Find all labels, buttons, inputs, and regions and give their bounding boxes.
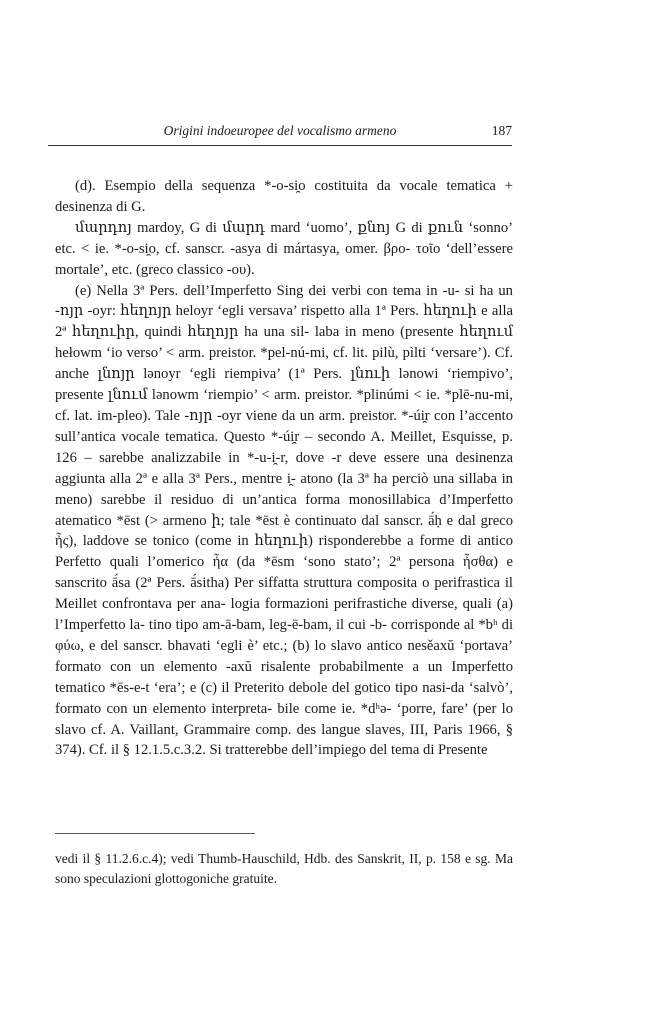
footnote-line-1: vedi il § 11.2.6.c.4); vedi Thumb-Hauschild, Hdb. des Sanskrit, II, p. <box>55 851 437 866</box>
header-rule <box>48 145 512 146</box>
paragraph-d-line-2: tematica + desinenza di G. <box>55 178 513 215</box>
paragraph-d-example-line-3: τοῖο ‘dell’essere mortale’, etc. (greco classico -ου). <box>55 240 513 278</box>
footnote-line-2: 158 e sg. Ma sono speculazioni glottogoniche gratuite. <box>55 851 513 886</box>
paragraph-e-line-6: ‘egli riempiva’ (1ª Pers. լնուի lənowi ‘riempivo’, presente լնում <box>55 366 513 404</box>
paragraph-e-line-11: deve essere una desinenza aggiunta alla 2ª e alla 3ª Pers., mentre <box>55 449 514 487</box>
paragraph-e-line-9: l’accento sull’antica vocale tematica. Questo *-úi̯r – secondo A. <box>55 407 513 445</box>
paragraph-d-example <box>55 218 513 281</box>
paragraph-e-line-3: alla 1ª Pers. հեղուի e alla 2ª հեղուիր, quindi հեղոյր ha una sil- <box>55 303 513 341</box>
paragraph-e-line-17: persona ἦσθα) e sanscrito ā́sa (2ª Pers. ā́sitha) Per siffatta <box>55 554 513 592</box>
page-number: 187 <box>491 123 512 138</box>
paragraph-e-line-22: ‘portava’ formato con un elemento -axŭ risalente probabilmente <box>55 637 513 675</box>
running-title: Origini indoeuropee del vocalismo armeno <box>163 123 397 138</box>
paragraph-e-line-14: armeno ի; tale *ēst è continuato dal sanscr. ā́ḥ e dal greco ἦς), <box>55 512 513 550</box>
paragraph-e-line-20: tino tipo am-ā-bam, leg-ē-bam, il cui -b- corrisponde al *bʰ di <box>148 617 513 634</box>
paragraph-e-line-13: di un’antica forma monosillabica d’Imperfetto atematico *ēst (> <box>55 491 513 529</box>
footnote <box>55 849 513 888</box>
paragraph-e-line-2: in -u- si ha un -ոյր -oyr: հեղոյր heloyr ‘egli versava’ rispetto <box>55 282 513 320</box>
paragraph-e-line-23: a un Imperfetto tematico *ēs-e-t ‘era’; e (c) il Preterito debole del <box>55 658 513 696</box>
paragraph-d-example-line-1: մարդոյ mardoy, G di մարդ mard ‘uomo’, քնոյ G di քուն <box>75 219 464 236</box>
paragraph-e-line-4: laba in meno (presente հեղում hełowm ‘io verso’ < arm. preistor. <box>55 324 513 362</box>
paragraph-e-line-7: lənowm ‘riempio’ < arm. preistor. *plinúmi < ie. *plē-nu-mi, cf. <box>55 387 513 424</box>
paragraph-e-line-16: antico Perfetto quali l’omerico ἦα (da *ēsm ‘sono stato’; 2ª <box>55 533 513 571</box>
paragraph-e-line-15: laddove se tonico (come in հեղուի) risponderebbe a forme di <box>82 533 472 550</box>
paragraph-e-line-1: (e) Nella 3ª Pers. dell’Imperfetto Sing dei verbi con tema <box>75 282 422 299</box>
paragraph-d <box>55 176 513 218</box>
paragraph-e-line-18: struttura composita o perifrastica il Meillet confrontava per ana- <box>55 575 513 613</box>
paragraph-e-line-19: logia formazioni perifrastiche diverse, quali (a) l’Imperfetto la- <box>55 596 513 634</box>
paragraph-e-line-10: Meillet, Esquisse, p. 126 – sarebbe analizzabile in *-u-i̯-r, dove -r <box>55 428 513 466</box>
paragraph-d-line-1: (d). Esempio della sequenza *-o-si̯o costituita da vocale <box>75 178 438 194</box>
paragraph-e <box>55 281 513 762</box>
paragraph-e-line-26: Grammaire comp. des langue slaves, III, Paris 1966, § 374). Cf. il <box>55 721 513 759</box>
paragraph-e-line-25: bile come ie. *dʰə- ‘porre, fare’ (per lo slavo cf. A. Vaillant, <box>55 700 513 738</box>
paragraph-d-example-line-2: ‘sonno’ etc. < ie. *-o-si̯o, cf. sanscr. -asya di mártasya, omer. βρο- <box>55 219 513 257</box>
paragraph-e-line-24: gotico tipo nasi-da ‘salvò’, formato con un elemento interpreta- <box>55 679 513 717</box>
paragraph-e-line-8: lat. im-pleo). Tale -ոյր -oyr viene da un arm. preistor. *-úi̯r con <box>74 407 456 424</box>
paragraph-e-line-27: § 12.1.5.c.3.2. Si tratterebbe dell’impiego del tema di Presente <box>122 742 488 759</box>
main-text <box>55 176 513 761</box>
running-head <box>48 123 512 145</box>
paragraph-e-line-5: *pel-nú-mi, cf. lit. pilù, pìlti ‘versare’). Cf. anche լնոյր lənoyr <box>55 345 513 383</box>
paragraph-e-line-12: i̯- atono (la 3ª ha perciò una sillaba in meno) sarebbe il residuo <box>55 470 513 508</box>
footnote-rule <box>55 833 255 834</box>
paragraph-e-line-21: φύω, e del sanscr. bhavati ‘egli è’ etc.; (b) lo slavo antico nesěaxŭ <box>55 637 455 654</box>
